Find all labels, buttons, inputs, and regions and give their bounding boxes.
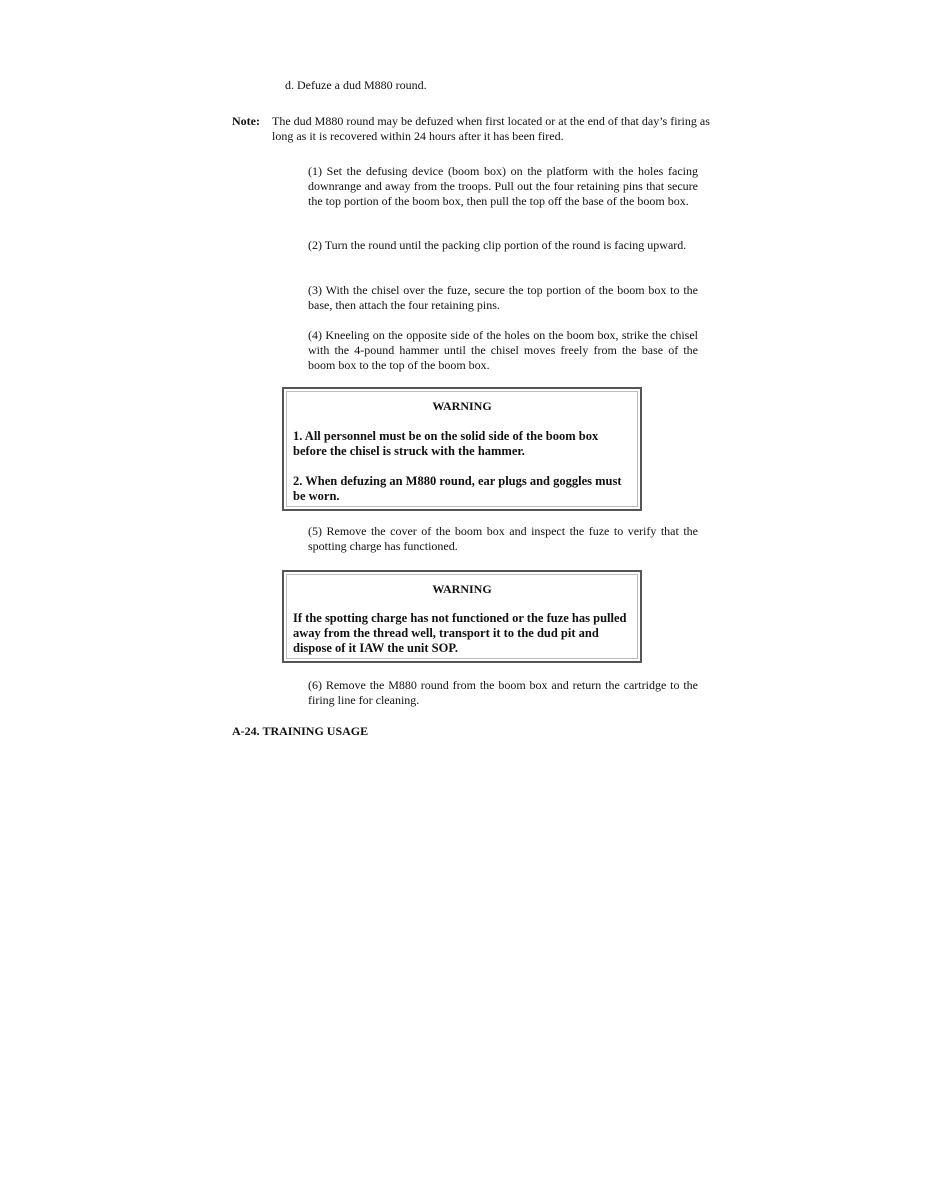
step-1: (1) Set the defusing device (boom box) on the platform with the holes facing downrange and away from the troops. Pull out the four retaining pins that secure the top portion of the boom box, then pull the top off the base of the boom box. <box>308 164 698 208</box>
step-3: (3) With the chisel over the fuze, secure the top portion of the boom box to the base, then attach the four retaining pins. <box>308 283 698 312</box>
note-label: Note: <box>232 114 260 128</box>
warning-title: WARNING <box>432 582 492 596</box>
warning-text: If the spotting charge has not functioned or the fuze has pulled away from the thread well, transport it to the dud pit and dispose of it IAW the unit SOP. <box>293 611 627 655</box>
warning-item-1: 1. All personnel must be on the solid side of the boom box before the chisel is struck with the hammer. <box>293 429 599 458</box>
step-6: (6) Remove the M880 round from the boom box and return the cartridge to the firing line for cleaning. <box>308 678 698 707</box>
note-text: The dud M880 round may be defuzed when first located or at the end of that day’s firing as long as it is recovered within 24 hours after it has been fired. <box>272 114 710 143</box>
step-2: (2) Turn the round until the packing clip portion of the round is facing upward. <box>308 238 687 252</box>
warning-box-personnel <box>282 387 642 511</box>
warning-box-spotting-charge <box>282 570 642 663</box>
warning-title: WARNING <box>432 399 492 413</box>
step-5: (5) Remove the cover of the boom box and inspect the fuze to verify that the spotting charge has functioned. <box>308 524 698 553</box>
step-4: (4) Kneeling on the opposite side of the holes on the boom box, strike the chisel with the 4-pound hammer until the chisel moves freely from the base of the boom box to the top of the boom box. <box>308 328 698 372</box>
sub-item-heading: d. Defuze a dud M880 round. <box>285 78 427 92</box>
section-heading: A-24. TRAINING USAGE <box>232 724 369 738</box>
warning-item-2: 2. When defuzing an M880 round, ear plugs and goggles must be worn. <box>293 474 622 503</box>
